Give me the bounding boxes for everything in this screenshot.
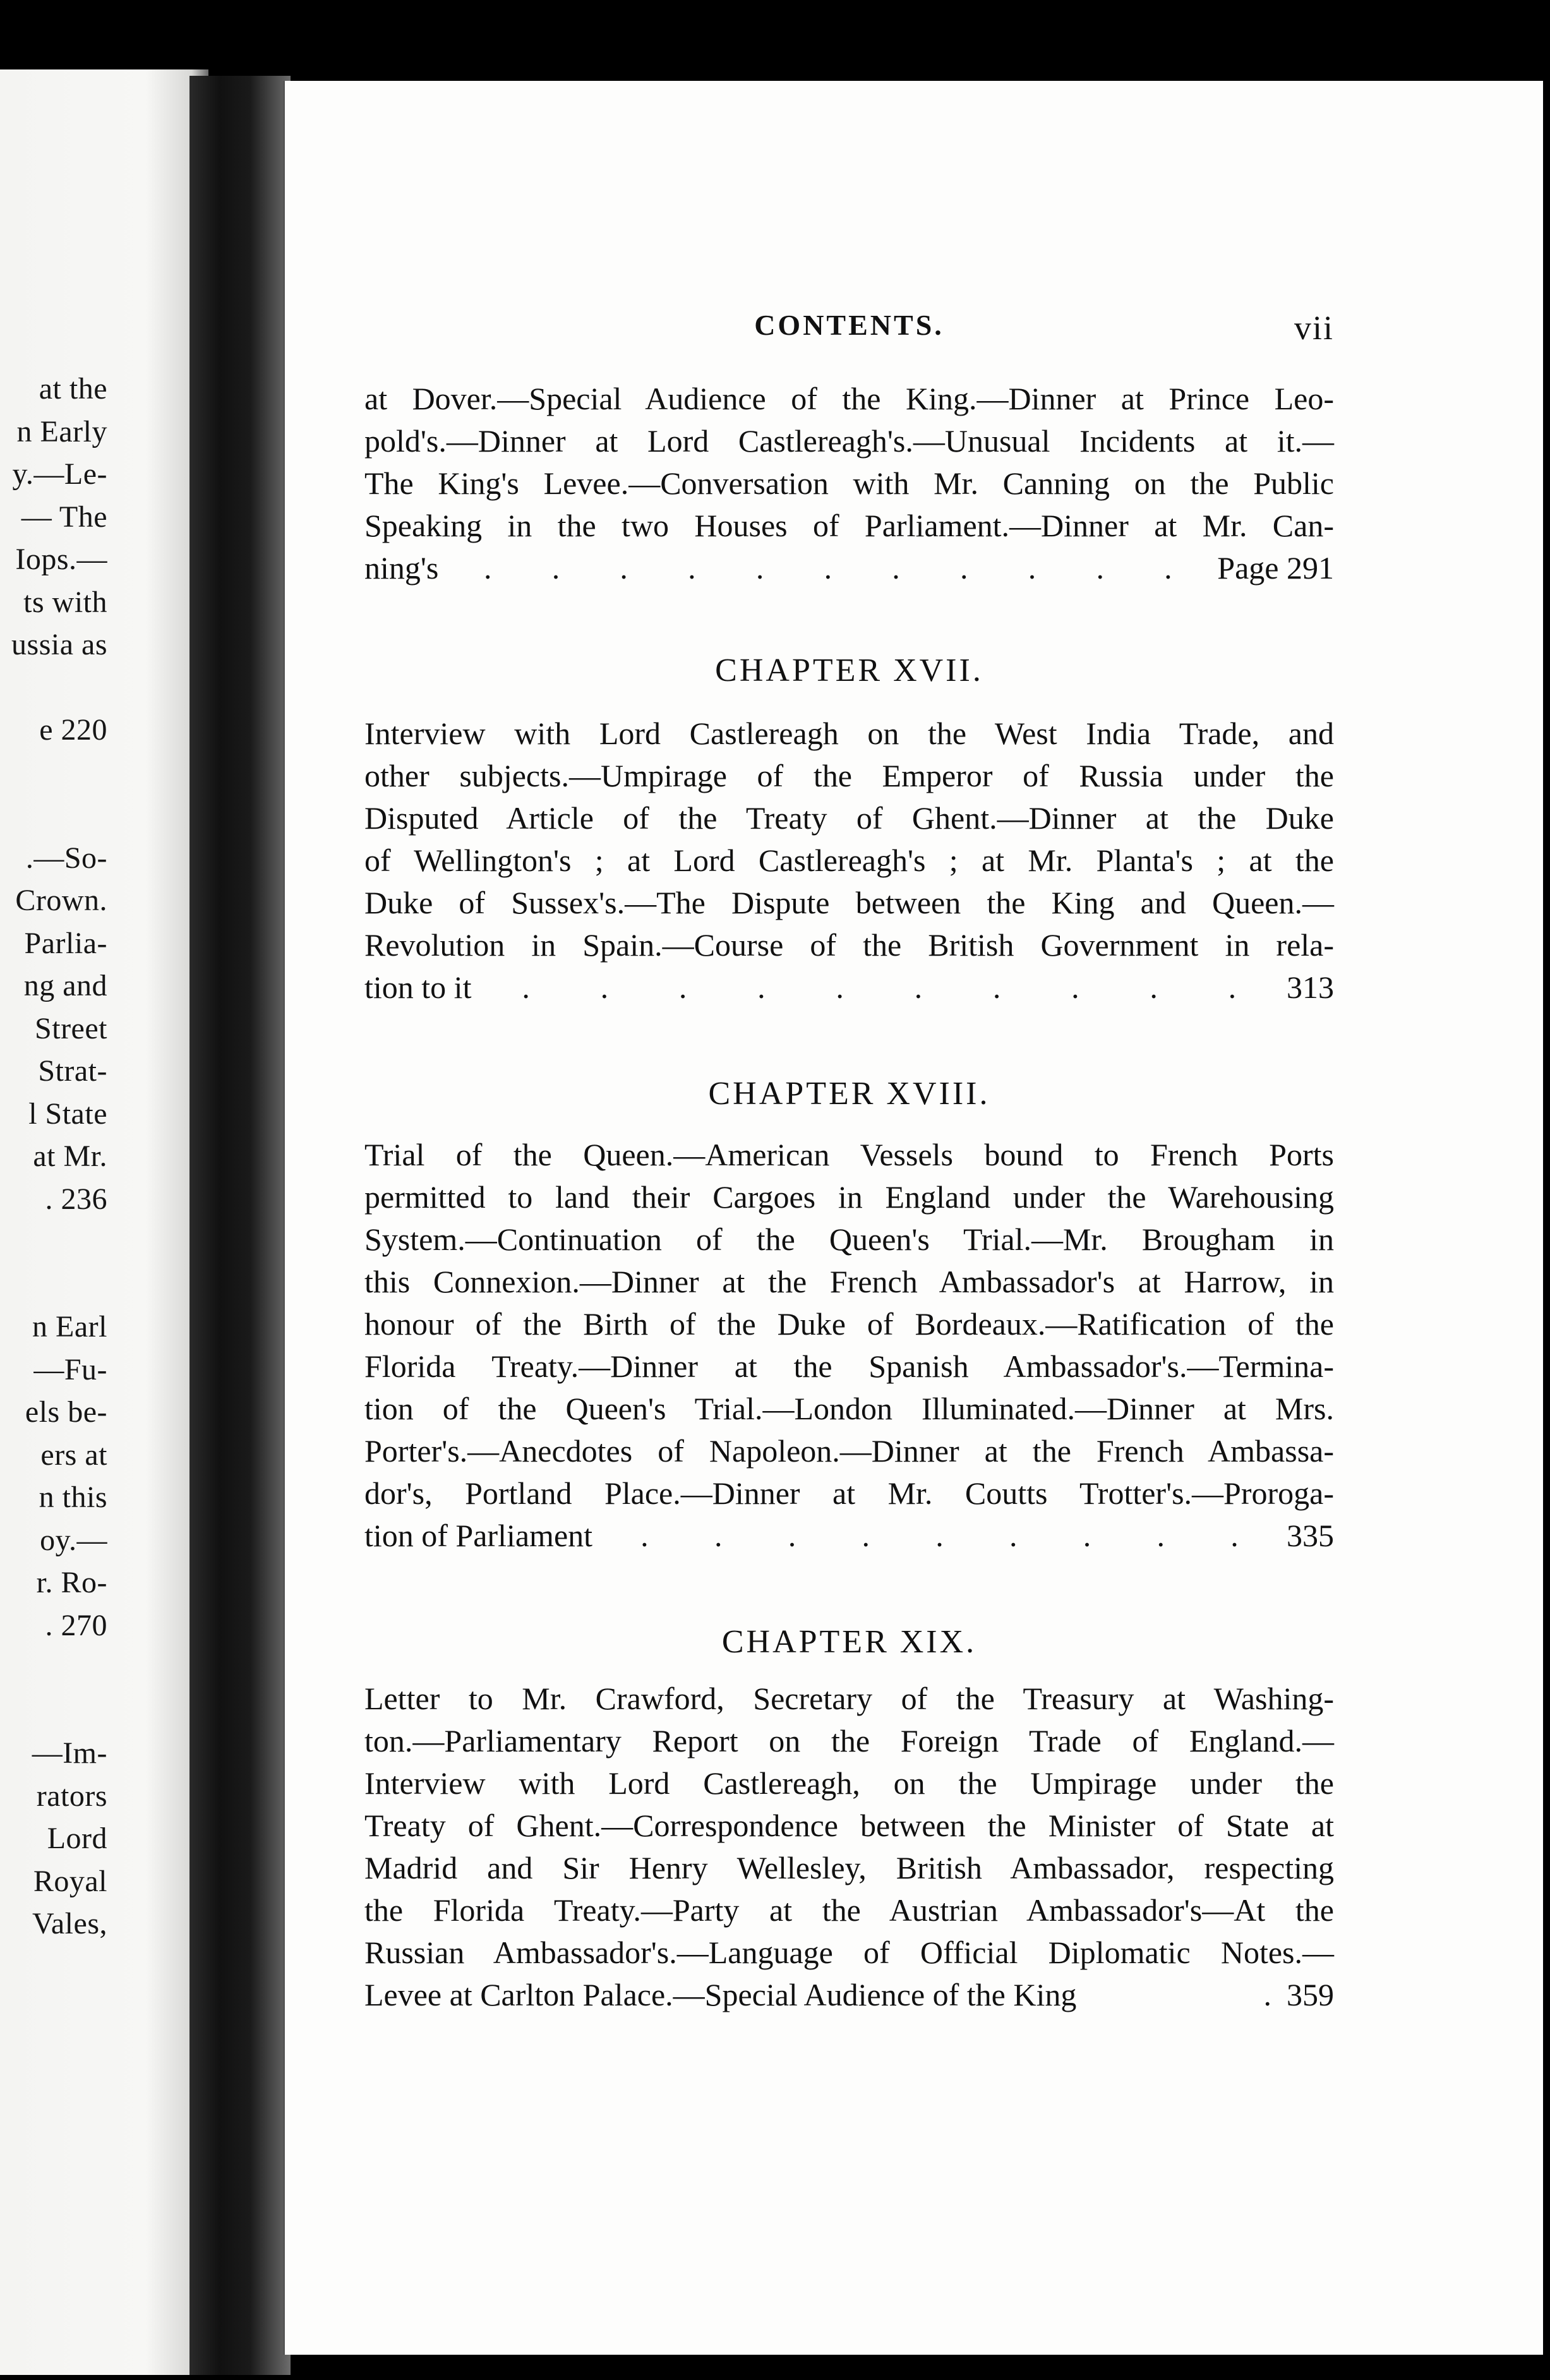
chapter-heading: CHAPTER XVII.	[715, 652, 983, 688]
previous-page-line: oy.—	[40, 1523, 107, 1557]
entry-line: ton.—Parliamentary Report on the Foreign Trade of England.—	[364, 1723, 1334, 1758]
previous-page-line: n this	[39, 1481, 107, 1514]
entry-final-line	[364, 1974, 1334, 2016]
entry-line: Letter to Mr. Crawford, Secretary of the Treasury at Washing-	[364, 1681, 1334, 1716]
previous-page-line: ers at	[40, 1438, 107, 1472]
running-head	[364, 308, 1334, 352]
entry-line: tion of Parliament	[364, 1518, 593, 1553]
page-number: vii	[1294, 309, 1334, 347]
previous-page-line: Lord	[47, 1822, 107, 1855]
entry-line: this Connexion.—Dinner at the French Ambassador's at Harrow, in	[364, 1264, 1334, 1299]
previous-page-line: Crown.	[15, 884, 107, 917]
book-gutter	[189, 76, 291, 2375]
entry-line: The King's Levee.—Conversation with Mr. Canning on the Public	[364, 466, 1334, 501]
previous-page-line: ts with	[23, 585, 107, 619]
previous-page-line: rators	[36, 1779, 107, 1813]
entry-line: Florida Treaty.—Dinner at the Spanish Ambassador's.—Termina-	[364, 1349, 1334, 1384]
previous-page-line: n Early	[16, 414, 107, 448]
entry-line: other subjects.—Umpirage of the Emperor of Russia under the	[364, 758, 1334, 793]
previous-page-line: l State	[28, 1097, 107, 1131]
entry-line: tion to it	[364, 970, 472, 1005]
previous-page-line: r. Ro-	[36, 1566, 107, 1599]
entry-line: at Dover.—Special Audience of the King.—Dinner at Prince Leo-	[364, 381, 1334, 416]
previous-page-line: . 236	[45, 1182, 107, 1216]
chapter-heading: CHAPTER XIX.	[721, 1624, 977, 1660]
previous-page-line: e 220	[39, 713, 107, 747]
contents-entry	[364, 378, 1334, 589]
previous-page-line: Iops.—	[15, 543, 107, 576]
entry-final-line	[364, 547, 1334, 589]
previous-page-line: Street	[35, 1011, 107, 1045]
page-reference: 335	[1287, 1518, 1334, 1553]
entry-line: Treaty of Ghent.—Correspondence between the Minister of State at	[364, 1808, 1334, 1843]
entry-line: Trial of the Queen.—American Vessels bound to French Ports	[364, 1137, 1334, 1172]
entry-line: Interview with Lord Castlereagh, on the Umpirage under the	[364, 1765, 1334, 1801]
contents-entry	[364, 1134, 1334, 1557]
previous-page-line: n Earl	[32, 1310, 107, 1343]
entry-line: dor's, Portland Place.—Dinner at Mr. Coutts Trotter's.—Proroga-	[364, 1475, 1334, 1511]
previous-page-line: els be-	[25, 1395, 107, 1429]
entry-line: Levee at Carlton Palace.—Special Audience of the King	[364, 1977, 1077, 2012]
entry-final-line	[364, 1515, 1334, 1557]
previous-page-line: . 270	[45, 1608, 107, 1642]
leader-dots: .	[1263, 1977, 1271, 2012]
previous-page-line: .—So-	[25, 841, 107, 875]
previous-page-line: ussia as	[11, 628, 107, 661]
entry-line: System.—Continuation of the Queen's Trial.—Mr. Brougham in	[364, 1222, 1334, 1257]
entry-line: Duke of Sussex's.—The Dispute between the King and Queen.—	[364, 885, 1334, 920]
chapter-heading: CHAPTER XVIII.	[708, 1076, 990, 1112]
page-reference: 313	[1287, 970, 1334, 1005]
entry-line: pold's.—Dinner at Lord Castlereagh's.—Unusual Incidents at it.—	[364, 423, 1334, 459]
entry-line: tion of the Queen's Trial.—London Illuminated.—Dinner at Mrs.	[364, 1391, 1334, 1426]
entry-final-line	[364, 966, 1334, 1009]
leader-dots: . . . . . . . . .	[640, 1518, 1239, 1553]
contents-entry	[364, 1678, 1334, 2016]
entry-line: Revolution in Spain.—Course of the British Government in rela-	[364, 927, 1334, 963]
previous-page-line: —Im-	[32, 1736, 107, 1770]
previous-page-line: Strat-	[38, 1054, 107, 1088]
previous-page-line: Parlia-	[24, 926, 107, 960]
entry-line: honour of the Birth of the Duke of Bordeaux.—Ratification of the	[364, 1306, 1334, 1342]
previous-page-line: Vales,	[32, 1907, 107, 1940]
entry-line: ning's	[364, 550, 439, 586]
previous-page-line: at Mr.	[33, 1139, 107, 1173]
entry-line: permitted to land their Cargoes in England under the Warehousing	[364, 1179, 1334, 1215]
entry-line: Interview with Lord Castlereagh on the West India Trade, and	[364, 716, 1334, 751]
previous-page-line: ng and	[23, 969, 107, 1002]
contents-entry	[364, 712, 1334, 1009]
page-reference: 359	[1287, 1977, 1334, 2012]
previous-page-line: — The	[21, 500, 107, 534]
entry-line: of Wellington's ; at Lord Castlereagh's ; at Mr. Planta's ; at the	[364, 843, 1334, 878]
previous-page-line: at the	[39, 372, 107, 406]
previous-page-line: y.—Le-	[12, 457, 107, 491]
entry-line: Speaking in the two Houses of Parliament.—Dinner at Mr. Can-	[364, 508, 1334, 543]
entry-line: Porter's.—Anecdotes of Napoleon.—Dinner at the French Ambassa-	[364, 1433, 1334, 1469]
page-reference: Page 291	[1217, 550, 1334, 586]
leader-dots: . . . . . . . . . .	[522, 970, 1237, 1005]
entry-line: Russian Ambassador's.—Language of Official Diplomatic Notes.—	[364, 1935, 1334, 1970]
running-title: CONTENTS.	[754, 309, 944, 341]
entry-line: Madrid and Sir Henry Wellesley, British Ambassador, respecting	[364, 1850, 1334, 1885]
previous-page-fragment	[0, 69, 208, 2375]
entry-line: Disputed Article of the Treaty of Ghent.—Dinner at the Duke	[364, 800, 1334, 836]
previous-page-line: Royal	[33, 1864, 107, 1898]
previous-page-line: —Fu-	[33, 1352, 107, 1386]
leader-dots: . . . . . . . . . . .	[483, 550, 1172, 586]
entry-line: the Florida Treaty.—Party at the Austrian Ambassador's—At the	[364, 1892, 1334, 1928]
